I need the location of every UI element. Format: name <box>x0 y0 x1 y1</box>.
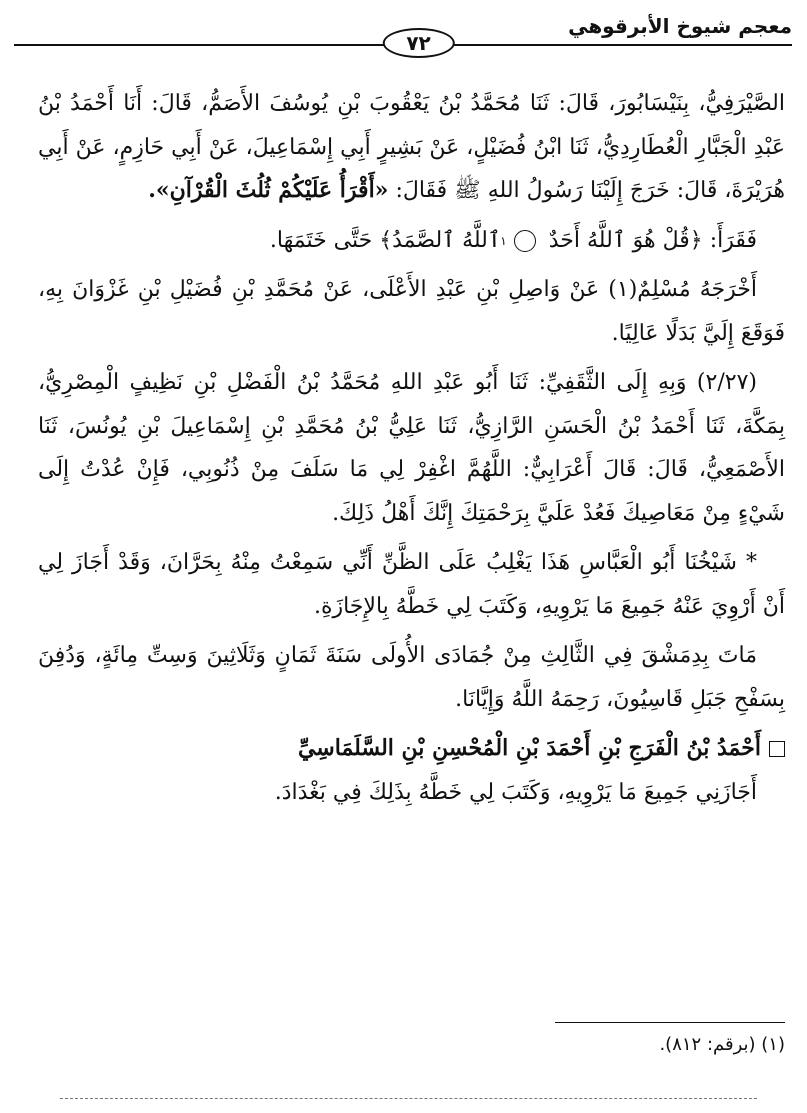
verse-number-marker: ١ <box>514 230 536 252</box>
quran-start: فَقَرَأَ: ﴿قُلْ هُوَ ٱللَّهُ أَحَدٌ <box>548 227 757 253</box>
hadith-quote: «أَقْرَأُ عَلَيْكُمْ ثُلُثَ الْقُرْآنِ». <box>148 177 389 203</box>
body-text <box>38 82 785 814</box>
running-title: معجم شيوخ الأبرقوهي <box>568 14 792 38</box>
footnote: (١) (برقم: ٨١٢). <box>659 1034 785 1055</box>
quran-end: ٱللَّهُ ٱلصَّمَدُ﴾ حَتَّى خَتَمَهَا. <box>269 227 501 253</box>
paragraph-death: مَاتَ بِدِمَشْقَ فِي الثَّالِثِ مِنْ جُمَادَى الأُولَى سَنَةَ ثَمَانٍ وَثَلَاثِينَ وَسِتِّ مِائَةٍ، وَدُفِنَ بِسَفْحِ جَبَلِ قَاسِيُونَ، رَحِمَهُ اللَّهُ وَإِيَّانَا. <box>38 643 785 712</box>
paragraph-ijaza: أَجَازَنِي جَمِيعَ مَا يَرْوِيهِ، وَكَتَبَ لِي خَطَّهُ بِذَلِكَ فِي بَغْدَادَ. <box>274 779 757 805</box>
entry-box-icon <box>769 741 785 757</box>
page-header <box>14 14 792 54</box>
entry-title: أَحْمَدُ بْنُ الْفَرَجِ بْنِ أَحْمَدَ بْنِ الْمُحْسِنِ بْنِ السَّلَمَاسِيِّ <box>297 735 761 761</box>
footnote-rule <box>555 1022 785 1023</box>
paragraph-quran <box>38 219 785 263</box>
entry-heading <box>38 727 785 771</box>
paragraph-hadith-1-text: الصَّيْرَفِيُّ، بِنَيْسَابُورَ، قَالَ: ثَنَا مُحَمَّدُ بْنُ يَعْقُوبَ بْنِ يُوسُفَ الأَصَمُّ، قَالَ: أَنَا أَحْمَدُ بْنُ عَبْدِ الْجَبَّارِ الْعُطَارِدِيُّ، ثَنَا ابْنُ فُضَيْلٍ، عَنْ بَشِيرٍ أَبِي إِسْمَاعِيلَ، عَنْ أَبِي حَازِمٍ، عَنْ أَبِي هُرَيْرَةَ، قَالَ: خَرَجَ إِلَيْنَا رَسُولُ اللهِ ﷺ فَقَالَ: <box>38 91 785 203</box>
paragraph-takhrij: أَخْرَجَهُ مُسْلِمٌ(١) عَنْ وَاصِلِ بْنِ عَبْدِ الأَعْلَى، عَنْ مُحَمَّدِ بْنِ فُضَيْلِ بْنِ غَزْوَانَ بِهِ، فَوَقَعَ إِلَيَّ بَدَلًا عَالِيًا. <box>38 277 785 346</box>
page-number: ٧٢ <box>382 28 454 58</box>
paragraph-hadith-2: (٢/٢٧) وَبِهِ إِلَى الثَّقَفِيِّ: ثَنَا أَبُو عَبْدِ اللهِ مُحَمَّدُ بْنُ الْفَضْلِ بْنِ نَظِيفٍ الْمِصْرِيُّ، بِمَكَّةَ، ثَنَا أَحْمَدُ بْنُ الْحَسَنِ الرَّازِيُّ، ثَنَا عَلِيُّ بْنُ مُحَمَّدِ بْنِ إِسْمَاعِيلَ بْنِ يُونُسَ، ثَنَا الأَصْمَعِيُّ، قَالَ: قَالَ أَعْرَابِيٌّ: اللَّهُمَّ اغْفِرْ لِي مَا سَلَفَ مِنْ ذُنُوبِي، فَإِنْ عُدْتُ إِلَى شَيْءٍ مِنْ مَعَاصِيكَ فَعُدْ عَلَيَّ بِرَحْمَتِكَ إِنَّكَ أَهْلُ ذَلِكَ. <box>38 370 785 526</box>
footer-rule <box>60 1098 757 1099</box>
paragraph-shaykh-note: * شَيْخُنَا أَبُو الْعَبَّاسِ هَذَا يَغْلِبُ عَلَى الظَّنِّ أَنِّي سَمِعْتُ مِنْهُ بِحَرَّانَ، وَقَدْ أَجَازَ لِي أَنْ أَرْوِيَ عَنْهُ جَمِيعَ مَا يَرْوِيهِ، وَكَتَبَ لِي خَطَّهُ بِالإِجَازَةِ. <box>38 550 785 619</box>
paragraph-hadith-1 <box>38 82 785 213</box>
